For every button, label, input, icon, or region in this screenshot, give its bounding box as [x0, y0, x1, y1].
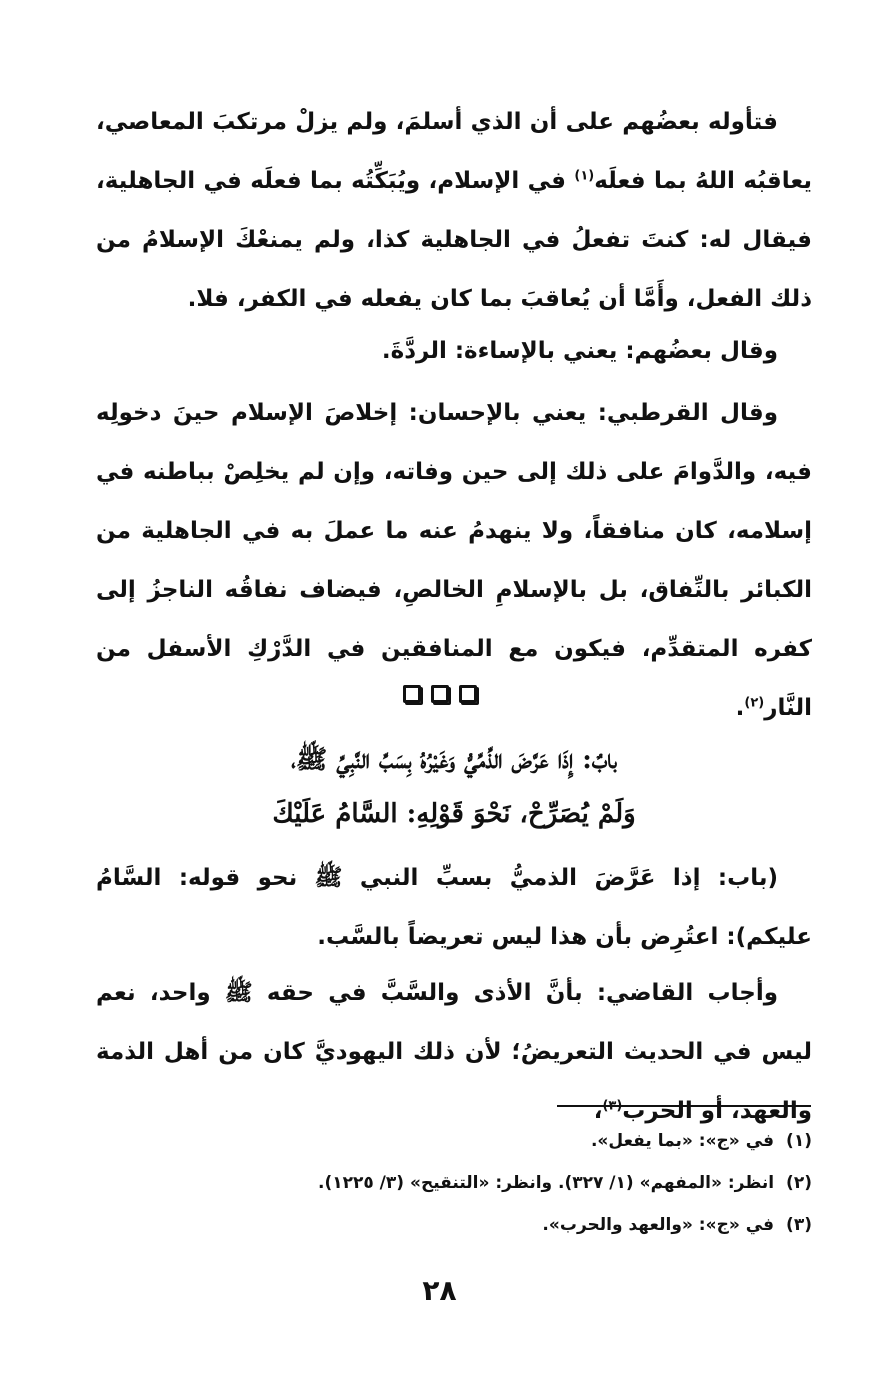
paragraph-2-text	[96, 322, 812, 381]
paragraph-1-part-2: في الإسلام، ويُبَكِّتُه بما فعلَه في الجاهلية، فيقال له: كنتَ تفعلُ في الجاهلية كذا، ولم يمنعْكَ الإسلامُ من ذلك الفعل، وأَمَّا أن يُعاقبَ بما كان يفعله في الكفر، فلا.	[96, 168, 812, 312]
chapter-heading-line-2: وَلَمْ يُصَرِّحْ، نَحْوَ قَوْلِهِ: السَّامُ عَلَيْكَ	[272, 799, 636, 829]
separator-square-icon	[403, 685, 421, 703]
footnote-ref-3[interactable]: (٣)	[602, 1098, 623, 1114]
footnote-2	[96, 1162, 812, 1204]
footnote-divider	[557, 1105, 811, 1107]
chapter-heading-label: بابٌ:	[582, 745, 618, 775]
paragraph-5-text	[96, 964, 812, 1141]
footnote-ref-2[interactable]: (٢)	[744, 695, 765, 711]
paragraph-3-part-2: .	[735, 695, 745, 721]
footnotes	[96, 1120, 812, 1246]
paragraph-5-part-1: وأجاب القاضي: بأنَّ الأذى والسَّبَّ في حقه ﷺ واحد، نعم ليس في الحديث التعريضُ؛ لأن ذلك اليهوديَّ كان من أهل الذمة والعهد، أو الحرب	[96, 980, 812, 1124]
footnote-text: في «ج»: «بما يفعل».	[590, 1131, 775, 1151]
separator-square-icon	[459, 685, 477, 703]
paragraph-4-part-1: (باب: إذا عَرَّضَ الذميُّ بسبِّ النبي ﷺ نحو قوله: السَّامُ عليكم): اعتُرِض بأن هذا ليس تعريضاً بالسَّب.	[96, 865, 812, 950]
section-separator	[0, 685, 879, 703]
paragraph-1-part-1: فتأوله بعضُهم على أن الذي أسلمَ، ولم يزلْ مرتكبَ المعاصي، يعاقبُه اللهُ بما فعلَه	[96, 109, 812, 194]
paragraph-5-part-2: ،	[593, 1098, 603, 1124]
paragraph-1-text	[96, 93, 812, 329]
footnote-3	[96, 1204, 812, 1246]
paragraph-5	[96, 964, 812, 1141]
paragraph-4	[96, 849, 812, 967]
paragraph-2-part-1: وقال بعضُهم: يعني بالإساءة: الردَّةَ.	[381, 338, 778, 364]
chapter-heading-title: إِذَا عَرَّضَ الذِّمِّيُّ وَغَيْرُهُ بِسَبِّ النَّبِيِّ ﷺ،	[290, 745, 583, 775]
separator-square-icon	[431, 685, 449, 703]
chapter-heading	[96, 733, 812, 841]
paragraph-2	[96, 322, 812, 381]
footnote-text: انظر: «المفهم» (١/ ٣٢٧). وانظر: «التنقيح» (٣/ ١٢٢٥).	[318, 1173, 775, 1193]
footnote-ref-1[interactable]: (١)	[574, 168, 595, 184]
footnote-text: في «ج»: «والعهد والحرب».	[542, 1215, 775, 1235]
footnote-number: (٣)	[786, 1215, 812, 1235]
footnote-number: (١)	[786, 1131, 812, 1151]
paragraph-1	[96, 93, 812, 329]
paragraph-3-part-1: وقال القرطبي: يعني بالإحسان: إخلاصَ الإسلام حينَ دخولِه فيه، والدَّوامَ على ذلك إلى حين وفاته، وإن لم يخلِصْ بباطنه في إسلامه، كان منافقاً، ولا ينهدمُ عنه ما عملَ به في الجاهلية من الكبائر بالنِّفاق، بل بالإسلامِ الخالصِ، فيضاف نفاقُه الناجزُ إلى كفره المتقدِّم، فيكون مع المنافقين في الدَّرْكِ الأسفل من النَّار	[96, 400, 812, 721]
footnote-1	[96, 1120, 812, 1162]
paragraph-4-text	[96, 849, 812, 967]
footnote-number: (٢)	[786, 1173, 812, 1193]
chapter-heading-line-1	[96, 733, 812, 787]
page-number: ٢٨	[422, 1274, 457, 1307]
